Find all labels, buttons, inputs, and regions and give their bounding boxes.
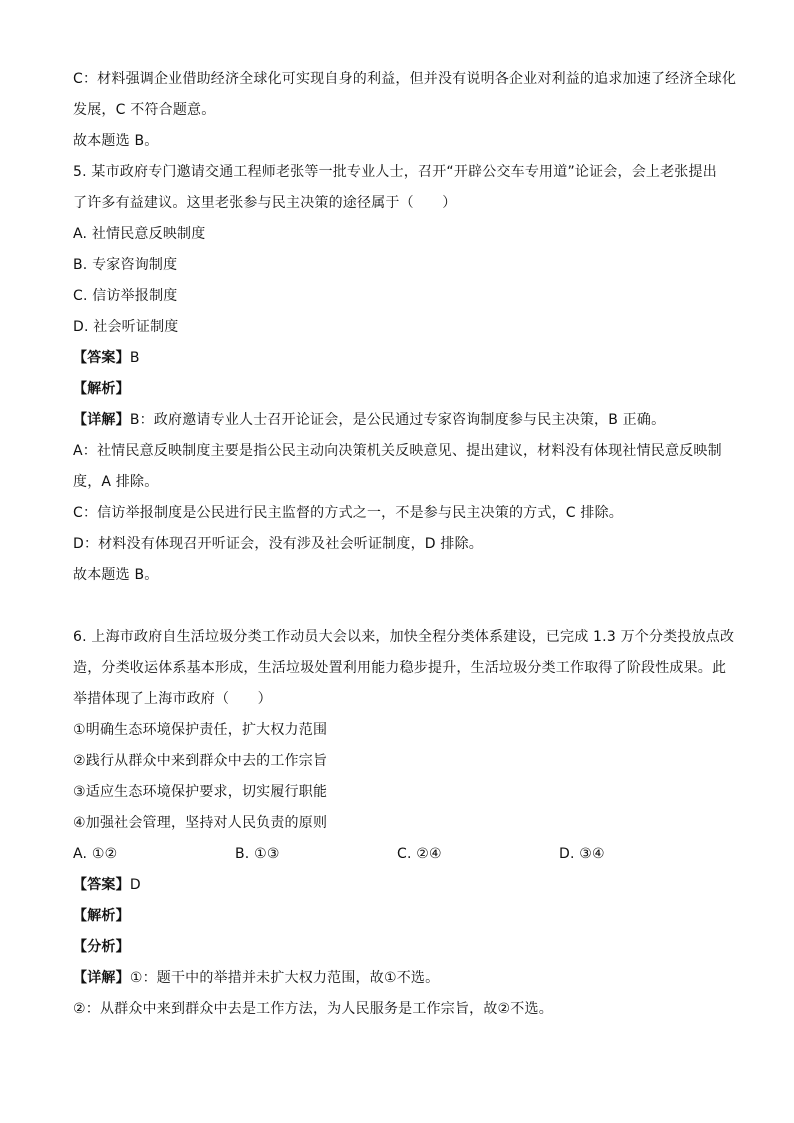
q5-detail-d: D：材料没有体现召开听证会，没有涉及社会听证制度，D 排除。 [73, 536, 484, 552]
q4-analysis-c-line1: C：材料强调企业借助经济全球化可实现自身的利益，但并没有说明各企业对利益的追求加速了经济全球化 [73, 71, 737, 87]
q6-choice-c: C. ②④ [397, 846, 442, 862]
q5-detail-tag: 【详解】 [73, 412, 130, 428]
q6-choice-a: A. ①② [73, 846, 118, 862]
q5-analysis-tag: 【解析】 [73, 381, 130, 397]
q6-statement-2: ②践行从群众中来到群众中去的工作宗旨 [73, 753, 328, 769]
q5-stem-line2: 了许多有益建议。这里老张参与民主决策的途径属于（ ） [73, 195, 457, 211]
q5-detail-b [73, 405, 723, 436]
q5-answer-value: B [129, 350, 140, 366]
q6-detail-tag: 【详解】 [73, 970, 130, 986]
q6-choice-b: B. ①③ [235, 846, 280, 862]
q6-stem-line1: 6. 上海市政府自生活垃圾分类工作动员大会以来，加快全程分类体系建设，已完成 1.3 万个分类投放点改 [73, 629, 735, 645]
q6-stem-line2: 造，分类收运体系基本形成，生活垃圾处置利用能力稳步提升，生活垃圾分类工作取得了阶段性成果。此 [73, 660, 727, 676]
q6-analysis-tag: 【解析】 [73, 908, 130, 924]
q5-analysis-heading [73, 374, 723, 405]
q4-analysis-c-line2: 发展，C 不符合题意。 [73, 102, 216, 118]
q5-answer [73, 343, 723, 374]
q6-detail-2: ②：从群众中来到群众中去是工作方法，为人民服务是工作宗旨，故②不选。 [73, 1001, 553, 1017]
q4-conclusion: 故本题选 B。 [73, 133, 159, 149]
q5-detail-b-text: B：政府邀请专业人士召开论证会，是公民通过专家咨询制度参与民主决策，B 正确。 [129, 412, 666, 428]
q5-conclusion: 故本题选 B。 [73, 567, 159, 583]
q6-statement-4: ④加强社会管理，坚持对人民负责的原则 [73, 815, 328, 831]
q5-option-d: D. 社会听证制度 [73, 319, 179, 335]
q5-option-a: A. 社情民意反映制度 [73, 226, 206, 242]
q5-detail-a-line2: 度，A 排除。 [73, 474, 159, 490]
q5-option-b: B. 专家咨询制度 [73, 257, 178, 273]
q6-stem-line3: 举措体现了上海市政府（ ） [73, 691, 272, 707]
q6-answer [73, 870, 723, 901]
q6-answer-value: D [129, 877, 141, 893]
q6-detail-1-text: ①：题干中的举措并未扩大权力范围，故①不选。 [129, 970, 440, 986]
q6-analysis-heading [73, 901, 723, 932]
q5-detail-a-line1: A：社情民意反映制度主要是指公民主动向决策机关反映意见、提出建议，材料没有体现社情民意反映制 [73, 443, 722, 459]
q6-fenxi-heading [73, 932, 723, 963]
q6-statement-1: ①明确生态环境保护责任，扩大权力范围 [73, 722, 328, 738]
q6-answer-tag: 【答案】 [73, 877, 130, 893]
q5-stem-line1: 5. 某市政府专门邀请交通工程师老张等一批专业人士，召开“开辟公交车专用道”论证会，会上老张提出 [73, 164, 717, 180]
document-page [73, 64, 737, 1025]
q5-answer-tag: 【答案】 [73, 350, 130, 366]
q5-option-c: C. 信访举报制度 [73, 288, 178, 304]
q6-statement-3: ③适应生态环境保护要求，切实履行职能 [73, 784, 328, 800]
q6-choice-d: D. ③④ [559, 846, 605, 862]
q6-fenxi-tag: 【分析】 [73, 939, 130, 955]
q6-choices [73, 839, 723, 870]
question-divider-gap [73, 591, 723, 622]
q5-detail-c: C：信访举报制度是公民进行民主监督的方式之一，不是参与民主决策的方式，C 排除。 [73, 505, 623, 521]
q6-detail-1 [73, 963, 723, 994]
